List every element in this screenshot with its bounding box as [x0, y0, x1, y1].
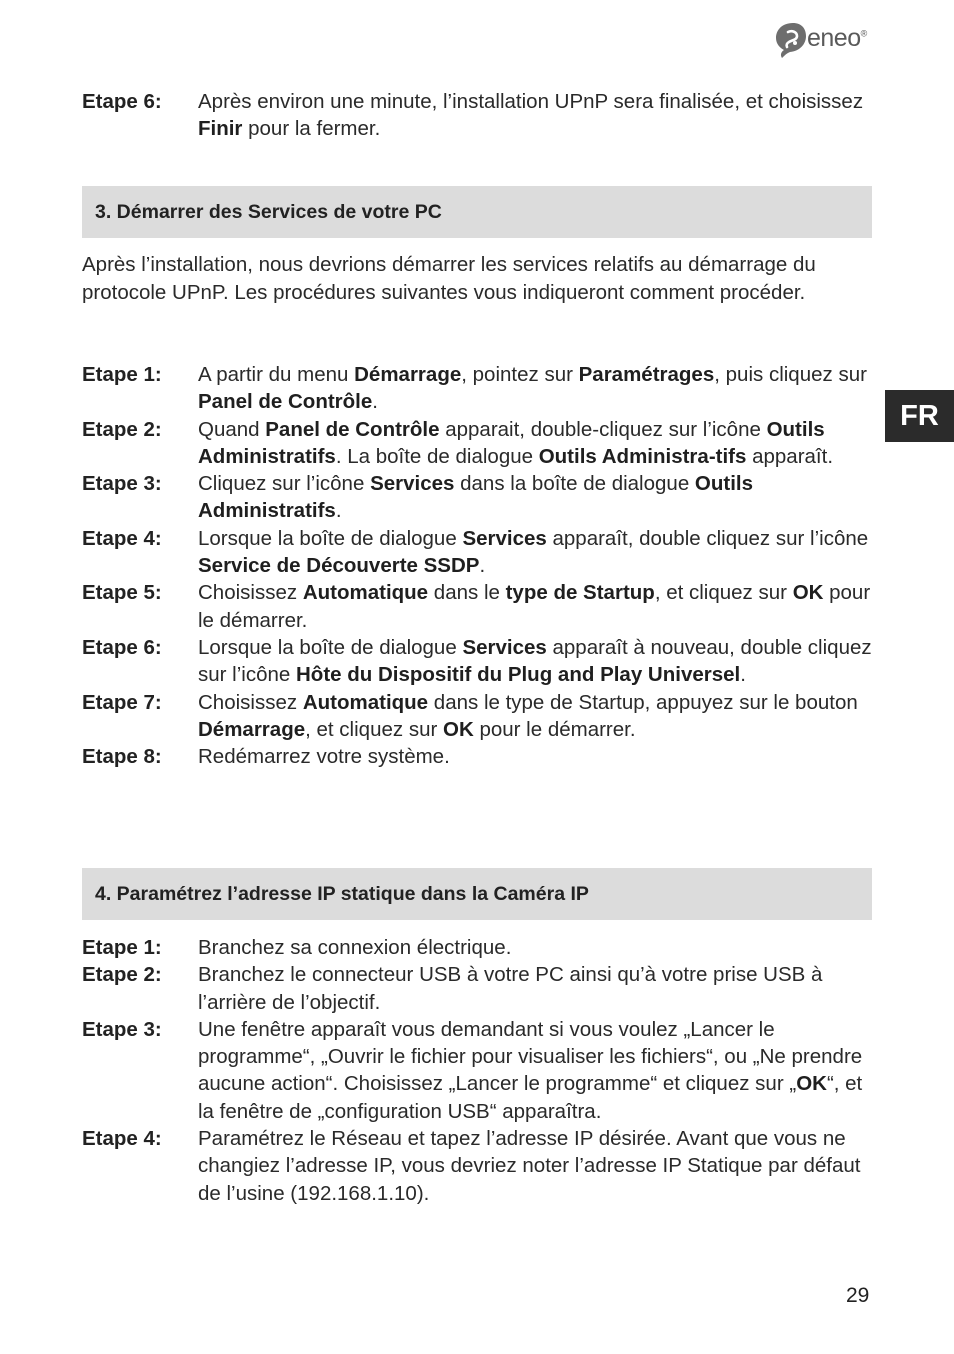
section-4-header: [82, 868, 872, 920]
step-text-run: dans le: [428, 581, 506, 605]
step-label: Etape 1:: [82, 363, 162, 386]
step-text-bold: Finir: [198, 117, 243, 141]
step-label: Etape 4:: [82, 526, 162, 550]
step-text-run: .: [335, 499, 342, 523]
step-label: Etape 3:: [82, 472, 162, 496]
brand-name: eneo®: [807, 24, 867, 52]
step-text-run: .: [479, 554, 486, 578]
step-text-run: Branchez le connecteur USB à votre PC ainsi qu’à votre prise USB à l’arrière de l’objectif.: [198, 963, 823, 1014]
step-label: Etape 6:: [82, 90, 162, 113]
step-text: [198, 634, 872, 689]
step-text: [198, 525, 872, 580]
step-item: [82, 634, 872, 689]
step-text-run: Redémarrez votre système.: [198, 745, 450, 769]
step-text: [198, 470, 872, 525]
step-text-run: A partir du menu: [198, 363, 355, 386]
step-text-bold: Hôte du Dispositif du Plug and Play Universel: [296, 663, 741, 687]
section-4-title: 4. Paramétrez l’adresse IP statique dans la Caméra IP: [95, 882, 589, 905]
step-text: [198, 88, 872, 143]
step-text-bold: Panel de Contrôle: [198, 390, 373, 414]
step-text-run: apparaît.: [746, 444, 834, 468]
step-item: [82, 470, 872, 525]
step-text-run: Cliquez sur l’icône: [198, 472, 371, 496]
step-text-run: Après environ une minute, l’installation UPnP sera finalisée, et choisissez: [198, 90, 864, 113]
step-item: [82, 525, 872, 580]
step-text-run: dans la boîte de dialogue: [454, 472, 695, 496]
step-label: Etape 6:: [82, 635, 162, 659]
step-text-run: . La boîte de dialogue: [335, 444, 539, 468]
step-text-run: “, et la fenêtre de „configuration USB“ apparaîtra.: [198, 1072, 863, 1123]
step-item: [82, 961, 872, 1016]
step-text-run: , puis cliquez sur: [714, 363, 867, 386]
step-item: [82, 579, 872, 634]
step-text-run: apparait, double-cliquez sur l’icône: [439, 417, 767, 441]
step-label: Etape 2:: [82, 963, 162, 987]
step-text-bold: OK: [792, 581, 824, 605]
step-label: Etape 2:: [82, 417, 162, 441]
step-text-run: Une fenêtre apparaît vous demandant si vous voulez „Lancer le programme“, „Ouvrir le fichier pour visualiser les fichiers“, ou „Ne prendre aucune action“. Choisissez „Lancer le programme“ et cliquez sur „: [198, 1017, 863, 1096]
step-label: Etape 4:: [82, 1127, 162, 1151]
step-text: [198, 934, 872, 961]
step-text-bold: Outils Administra-tifs: [538, 444, 747, 468]
step-text-run: .: [372, 390, 378, 414]
step-text-run: Branchez sa connexion électrique.: [198, 936, 512, 959]
step-text-run: Quand: [198, 417, 266, 441]
step-text-run: , et cliquez sur: [305, 717, 443, 741]
step-text-run: Lorsque la boîte de dialogue: [198, 526, 463, 550]
step-text-bold: Services: [462, 635, 547, 659]
section-3-steps: [82, 361, 872, 770]
step-text-bold: type de Startup: [505, 581, 655, 605]
step-text: [198, 961, 872, 1016]
step-text-run: dans le type de Startup, appuyez sur le bouton: [428, 690, 858, 714]
section-3-title: 3. Démarrer des Services de votre PC: [95, 200, 442, 223]
language-tab: FR: [885, 390, 954, 442]
step-item: [82, 416, 872, 471]
step-text-run: apparaît à nouveau, double cliquez sur l’icône: [198, 635, 872, 687]
eneo-logo-mark-icon: [774, 21, 808, 59]
step-text-run: , et cliquez sur: [654, 581, 793, 605]
step-text: [198, 361, 872, 416]
step-text-bold: OK: [796, 1072, 827, 1096]
step-text-bold: OK: [443, 717, 474, 741]
step-text-bold: Automatique: [302, 581, 429, 605]
step-item: [82, 1125, 872, 1207]
step-text-run: .: [740, 663, 746, 687]
step-item: [82, 361, 872, 416]
step-text-run: Paramétrez le Réseau et tapez l’adresse IP désirée. Avant que vous ne changiez l’adresse IP, vous devriez noter l’adresse IP Statique par défaut de l’usine (192.168.1.10).: [198, 1127, 861, 1205]
step-item: [82, 1016, 872, 1125]
step-text-run: Lorsque la boîte de dialogue: [198, 635, 463, 659]
step-text: [198, 1125, 872, 1207]
step-text: [198, 579, 872, 634]
step-item: [82, 743, 872, 770]
section-4-steps: [82, 934, 872, 1207]
step-item: [82, 689, 872, 744]
step-text-run: pour la fermer.: [242, 117, 381, 141]
step-text-bold: Démarrage: [354, 363, 462, 386]
step-text-bold: Services: [370, 472, 455, 496]
step-label: Etape 1:: [82, 936, 162, 959]
step-label: Etape 5:: [82, 581, 162, 605]
step-label: Etape 8:: [82, 745, 162, 769]
step-text-bold: Service de Découverte SSDP: [198, 554, 480, 578]
step-text-bold: Outils Administratifs: [198, 472, 754, 523]
step-text: [198, 689, 872, 744]
step-text-run: Choisissez: [198, 690, 303, 714]
step-text-bold: Automatique: [302, 690, 429, 714]
step-text: [198, 416, 872, 471]
section-3-header: [82, 186, 872, 238]
step-text-run: pour le démarrer.: [198, 581, 871, 632]
step-text-run: pour le démarrer.: [473, 717, 636, 741]
step-label: Etape 3:: [82, 1017, 162, 1041]
step-text-run: , pointez sur: [461, 363, 579, 386]
step-text-bold: Démarrage: [198, 717, 306, 741]
section-3-intro: Après l’installation, nous devrions démarrer les services relatifs au démarrage du protocole UPnP. Les procédures suivantes vous indiqueront comment procéder.: [82, 253, 816, 304]
step-text-bold: Services: [462, 526, 547, 550]
step-text-run: apparaît, double cliquez sur l’icône: [546, 526, 869, 550]
step-text: [198, 1016, 872, 1125]
step-text: [198, 743, 872, 770]
page-number: 29: [846, 1284, 870, 1307]
eneo-logo: [774, 20, 884, 60]
step-text-bold: Outils Administratifs: [198, 417, 825, 468]
step-text-run: Choisissez: [198, 581, 303, 605]
intro-steps: [82, 88, 872, 143]
step-text-bold: Panel de Contrôle: [265, 417, 440, 441]
step-item: [82, 934, 872, 961]
step-item: [82, 88, 872, 143]
step-text-bold: Paramétrages: [578, 363, 715, 386]
step-label: Etape 7:: [82, 690, 162, 714]
